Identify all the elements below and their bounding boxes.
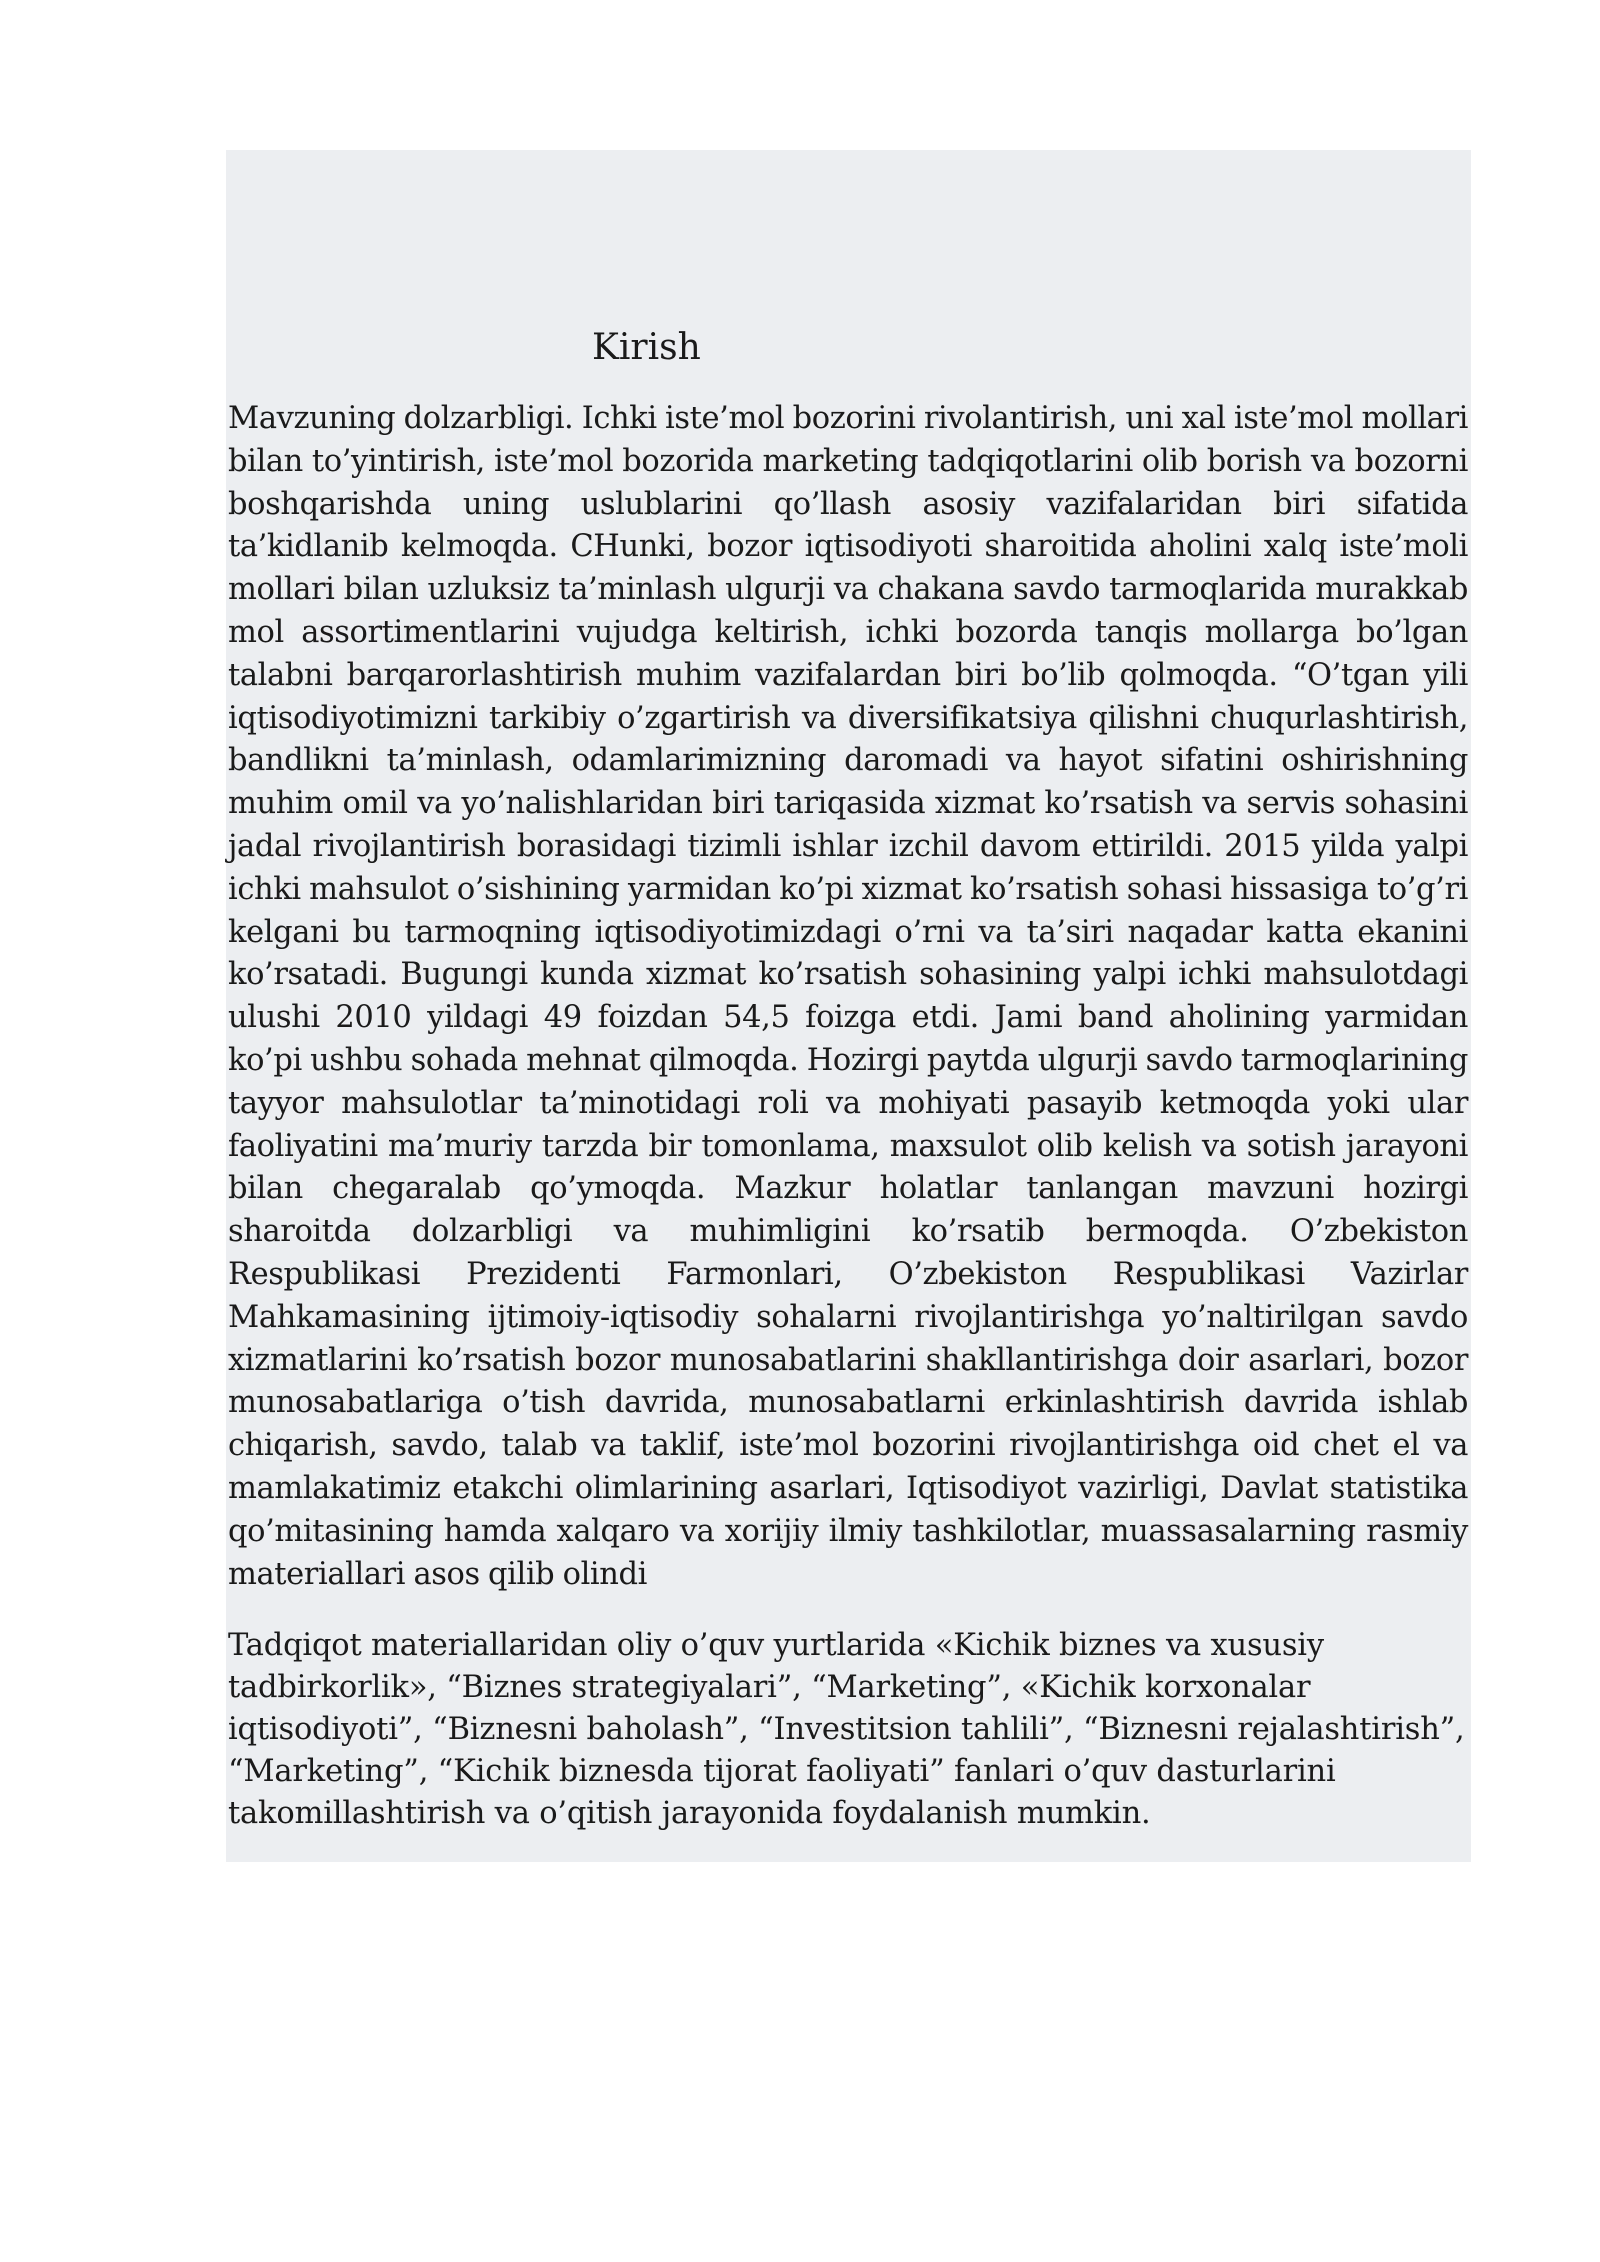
body-paragraph-application: Tadqiqot materiallaridan oliy o’quv yurtlarida «Kichik biznes va xususiy tadbirkorlik», “Biznes strategiyalari”, “Marketing”, «Kichik korxonalar iqtisodiyoti”, “Biznesni baholash”, “Investitsion tahlili”, “Biznesni rejalashtirish”, “Marketing”, “Kichik biznesda tijorat faoliyati” fanlari o’quv dasturlarini takomillashtirish va o’qitish jarayonida foydalanish mumkin.	[228, 1628, 1465, 1832]
document-page	[228, 150, 1468, 1835]
section-heading: Kirish	[592, 327, 701, 368]
body-paragraph-relevance: Mavzuning dolzarbligi. Ichki iste’mol bozorini rivolantirish, uni xal iste’mol mollari bilan to’yintirish, iste’mol bozorida marketing tadqiqotlarini olib borish va bozorni boshqarishda uning uslublarini qo’llash asosiy vazifalaridan biri sifatida ta’kidlanib kelmoqda. CHunki, bozor iqtisodiyoti sharoitida aholini xalq iste’moli mollari bilan uzluksiz ta’minlash ulgurji va chakana savdo tarmoqlarida murakkab mol assortimentlarini vujudga keltirish, ichki bozorda tanqis mollarga bo’lgan talabni barqarorlashtirish muhim vazifalardan biri bo’lib qolmoqda. “O’tgan yili iqtisodiyotimizni tarkibiy o’zgartirish va diversifikatsiya qilishni chuqurlashtirish, bandlikni ta’minlash, odamlarimizning daromadi va hayot sifatini oshirishning muhim omil va yo’nalishlaridan biri tariqasida xizmat ko’rsatish va servis sohasini jadal rivojlantirish borasidagi tizimli ishlar izchil davom ettirildi. 2015 yilda yalpi ichki mahsulot o’sishining yarmidan ko’pi xizmat ko’rsatish sohasi hissasiga to’g’ri kelgani bu tarmoqning iqtisodiyotimizdagi o’rni va ta’siri naqadar katta ekanini ko’rsatadi. Bugungi kunda xizmat ko’rsatish sohasining yalpi ichki mahsulotdagi ulushi 2010 yildagi 49 foizdan 54,5 foizga etdi. Jami band aholining yarmidan ko’pi ushbu sohada mehnat qilmoqda. Hozirgi paytda ulgurji savdo tarmoqlarining tayyor mahsulotlar ta’minotidagi roli va mohiyati pasayib ketmoqda yoki ular faoliyatini ma’muriy tarzda bir tomonlama, maxsulot olib kelish va sotish jarayoni bilan chegaralab qo’ymoqda. Mazkur holatlar tanlangan mavzuni hozirgi sharoitda dolzarbligi va muhimligini ko’rsatib bermoqda. O’zbekiston Respublikasi Prezidenti Farmonlari, O’zbekiston Respublikasi Vazirlar Mahkamasining ijtimoiy-iqtisodiy sohalarni rivojlantirishga yo’naltirilgan savdo xizmatlarini ko’rsatish bozor munosabatlarini shakllantirishga doir asarlari, bozor munosabatlariga o’tish davrida, munosabatlarni erkinlashtirish davrida ishlab chiqarish, savdo, talab va taklif, iste’mol bozorini rivojlantirishga oid chet el va mamlakatimiz etakchi olimlarining asarlari, Iqtisodiyot vazirligi, Davlat statistika qo’mitasining hamda xalqaro va xorijiy ilmiy tashkilotlar, muassasalarning rasmiy materiallari asos qilib olindi	[228, 401, 1468, 1592]
